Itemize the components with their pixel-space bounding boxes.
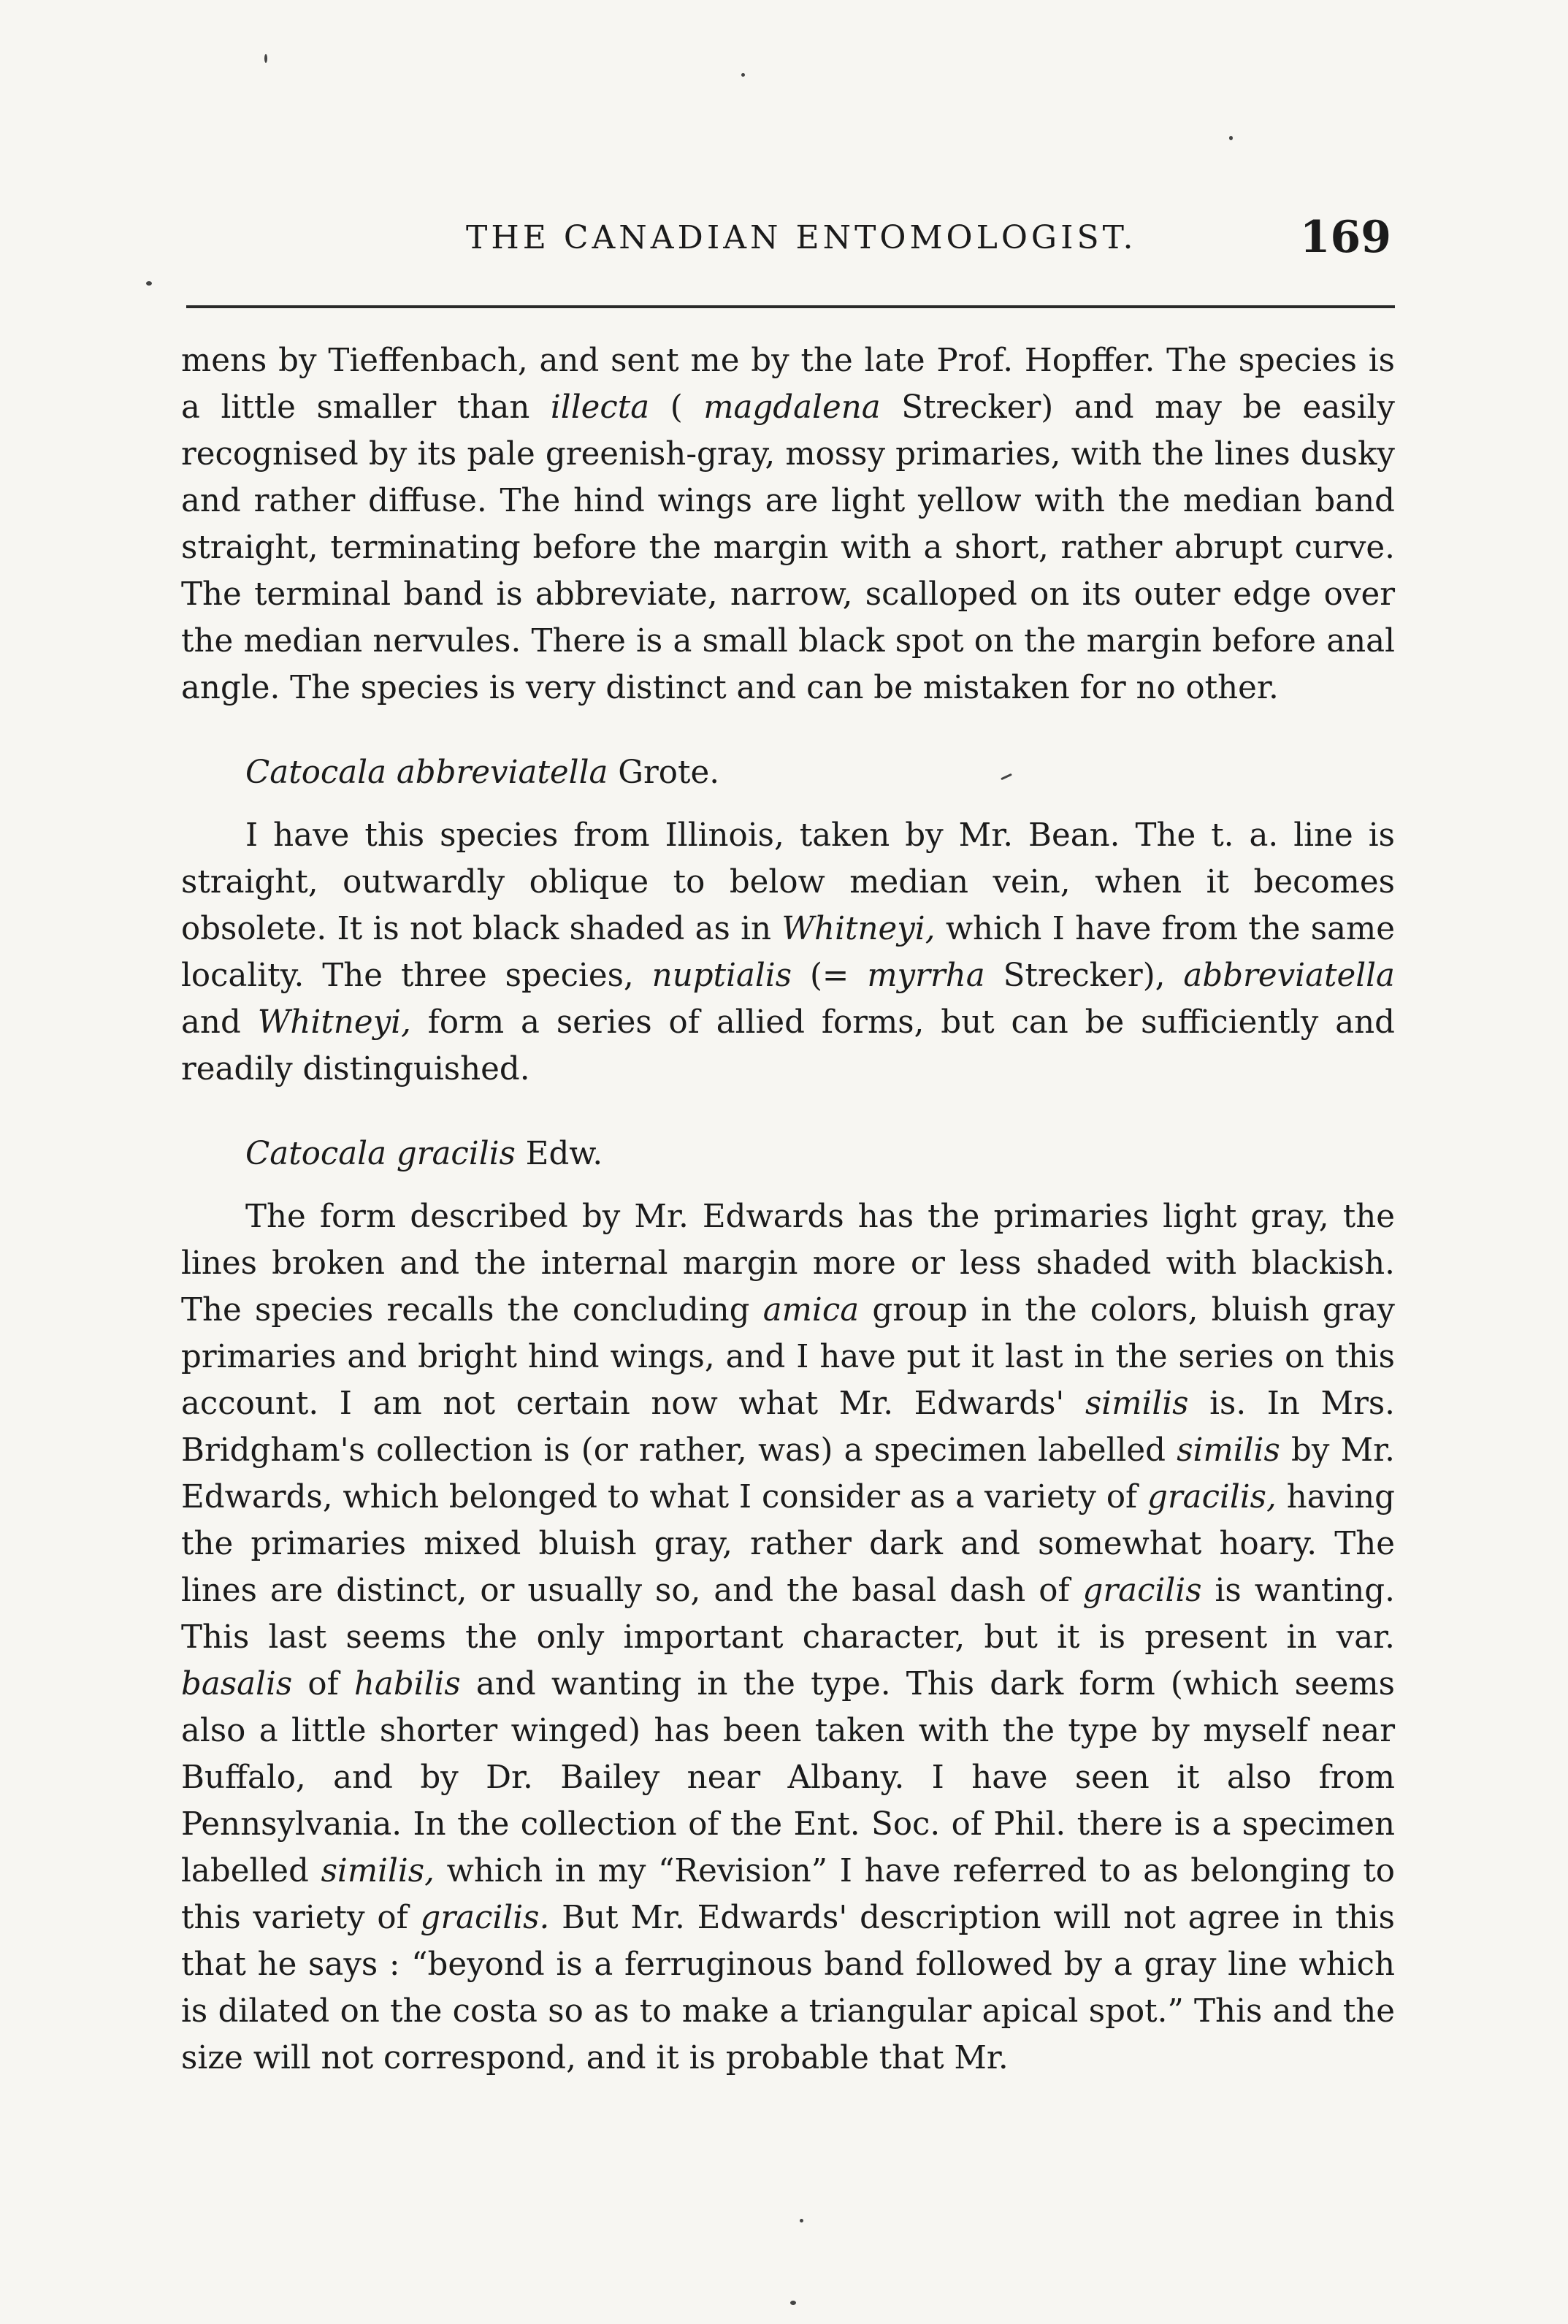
page-number: 169 [1299, 212, 1391, 263]
scan-speck [800, 2219, 803, 2222]
scan-speck [1229, 136, 1233, 140]
scan-speck [264, 54, 267, 63]
species-heading-gracilis: Catocala gracilis Edw. [245, 1136, 603, 1172]
running-title: THE CANADIAN ENTOMOLOGIST. [466, 219, 1137, 256]
paragraph-gracilis: The form described by Mr. Edwards has the primaries light gray, the lines broken and the internal margin more or less shaded with blackish. The species recalls the concluding amica group in the colors, bluish gray primaries and bright hind wings, and I have put it last in the series on this account. I am not certain now what Mr. Edwards' similis is. In Mrs. Bridgham's collection is (or rather, was) a specimen labelled similis by Mr. Edwards, which belonged to what I consider as a variety of gracilis, having the primaries mixed bluish gray, rather dark and somewhat hoary. The lines are distinct, or usually so, and the basal dash of gracilis is wanting. This last seems the only important character, but it is present in var. basalis of habilis and wanting in the type. This dark form (which seems also a little shorter winged) has been taken with the type by myself near Buffalo, and by Dr. Bailey near Albany. I have seen it also from Pennsylvania. In the collection of the Ent. Soc. of Phil. there is a specimen labelled similis, which in my “Revision” I have referred to as belonging to this variety of gracilis. But Mr. Edwards' description will not agree in this that he says : “beyond is a ferruginous band followed by a gray line which is dilated on the costa so as to make a triangular apical spot.” This and the size will not correspond, and it is probable that Mr. [181, 1199, 1396, 2076]
paragraph-abbreviatella: I have this species from Illinois, taken by Mr. Bean. The t. a. line is straight, outwardly oblique to below median vein, when it becomes obsolete. It is not black shaded as in Whitneyi, which I have from the same locality. The three species, nuptialis (= myrrha Strecker), abbreviatella and Whitneyi, form a series of allied forms, but can be sufficiently and readily distinguished. [181, 817, 1395, 1088]
scan-speck [146, 281, 152, 286]
species-heading-abbreviatella: Catocala abbreviatella Grote. [245, 754, 720, 791]
scan-speck [741, 73, 745, 77]
body-text [181, 337, 1395, 2082]
paragraph-continued: mens by Tieffenbach, and sent me by the late Prof. Hopffer. The species is a little smaller than illecta ( magdalena Strecker) and may be easily recognised by its pale greenish-gray, mossy primaries, with the lines dusky and rather diffuse. The hind wings are light yellow with the median band straight, terminating before the margin with a short, rather abrupt curve. The terminal band is abbreviate, narrow, scalloped on its outer edge over the median nervules. There is a small black spot on the margin before anal angle. The species is very distinct and can be mistaken for no other. [181, 343, 1395, 706]
header-rule [186, 305, 1395, 308]
scan-speck [790, 2301, 796, 2305]
